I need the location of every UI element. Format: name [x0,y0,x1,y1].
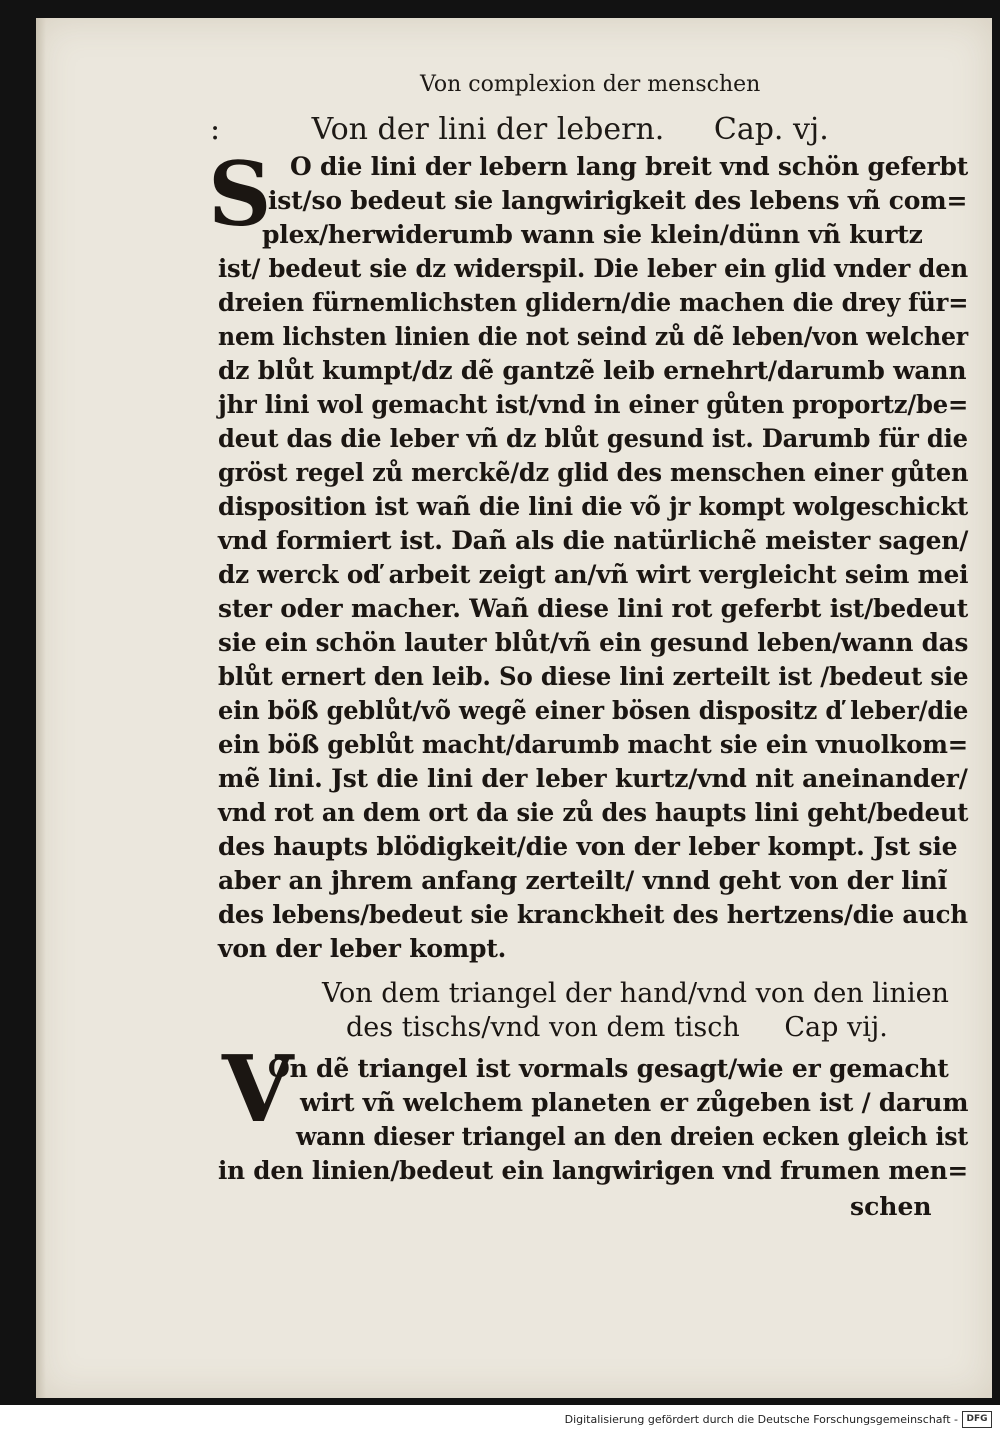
text-line: des lebens/bedeut sie kranckheit des hertzens/die auch [218,900,968,929]
running-head: Von complexion der menschen [420,72,761,97]
text-line: dz werck oď arbeit zeigt an/vñ wirt vergleicht seim mei [218,560,969,589]
chapter-7-title-line-1: Von dem triangel der hand/vnd von den linien [322,978,949,1009]
text-line: von der leber kompt. [218,934,507,963]
text-line: ein böß geblůt/võ wegẽ einer bösen dispositz ď leber/die [218,696,969,725]
chapter-7-number: Cap vij. [784,1012,888,1043]
text-line: ein böß geblůt macht/darumb macht sie ein vnuolkom= [218,730,968,759]
text-line: wirt vñ welchem planeten er zůgeben ist / darum [300,1088,969,1117]
text-line: des haupts blödigkeit/die von der leber kompt. Jst sie [218,832,958,861]
text-line: On dẽ triangel ist vormals gesagt/wie er gemacht [268,1054,949,1083]
text-line: blůt ernert den leib. So diese lini zerteilt ist /bedeut sie [218,662,969,691]
text-line: gröst regel zů merckẽ/dz glid des menschen einer gůten [218,458,969,487]
text-line: ist/so bedeut sie langwirigkeit des lebens vñ com= [268,186,968,215]
text-line: wann dieser triangel an den dreien ecken gleich ist [296,1122,969,1151]
text-line: dz blůt kumpt/dz dẽ gantzẽ leib ernehrt/darumb wann [218,356,967,385]
catchword: schen [850,1192,932,1221]
text-line: vnd formiert ist. Dañ als die natürlichẽ meister sagen/ [218,526,969,555]
text-line: nem lichsten linien die not seind zů dẽ leben/von welcher [218,322,969,351]
text-line: sie ein schön lauter blůt/vñ ein gesund leben/wann das [218,628,969,657]
text-line: mẽ lini. Jst die lini der leber kurtz/vnd nit aneinander/ [218,764,968,793]
page-gutter-shadow [36,18,46,1398]
dfg-logo-icon: DFG [962,1411,992,1428]
digitization-credit: Digitalisierung gefördert durch die Deutsche Forschungsgemeinschaft - [564,1413,958,1426]
text-line: ster oder macher. Wañ diese lini rot geferbt ist/bedeut [218,594,969,623]
chapter-6-heading [210,112,829,147]
chapter-6-number: Cap. vj. [713,112,829,147]
text-line: ist/ bedeut sie dz widerspil. Die leber ein glid vnder den [218,254,968,283]
chapter-6-title: Von der lini der lebern. [311,112,665,147]
text-line: dreien fürnemlichsten glidern/die machen die drey für= [218,288,969,317]
text-line: vnd rot an dem ort da sie zů des haupts lini geht/bedeut [218,798,969,827]
chapter-7-heading-line-2 [346,1012,888,1043]
heading-marker: : [210,112,221,147]
text-line: in den linien/bedeut ein langwirigen vnd frumen men= [218,1156,968,1185]
text-line: aber an jhrem anfang zerteilt/ vnnd geht von der linĩ [218,866,948,895]
text-line: jhr lini wol gemacht ist/vnd in einer gůten proportz/be= [218,390,969,419]
text-line: plex/herwiderumb wann sie klein/dünn vñ kurtz [262,220,923,249]
drop-cap-v: V [222,1035,294,1143]
text-line: deut das die leber vñ dz blůt gesund ist. Darumb für die [218,424,968,453]
text-line: O die lini der lebern lang breit vnd schön geferbt [290,152,969,181]
chapter-7-title-line-2: des tischs/vnd von dem tisch [346,1012,740,1043]
drop-cap-s: S [208,142,272,246]
text-line: disposition ist wañ die lini die võ jr kompt wolgeschickt [218,492,969,521]
